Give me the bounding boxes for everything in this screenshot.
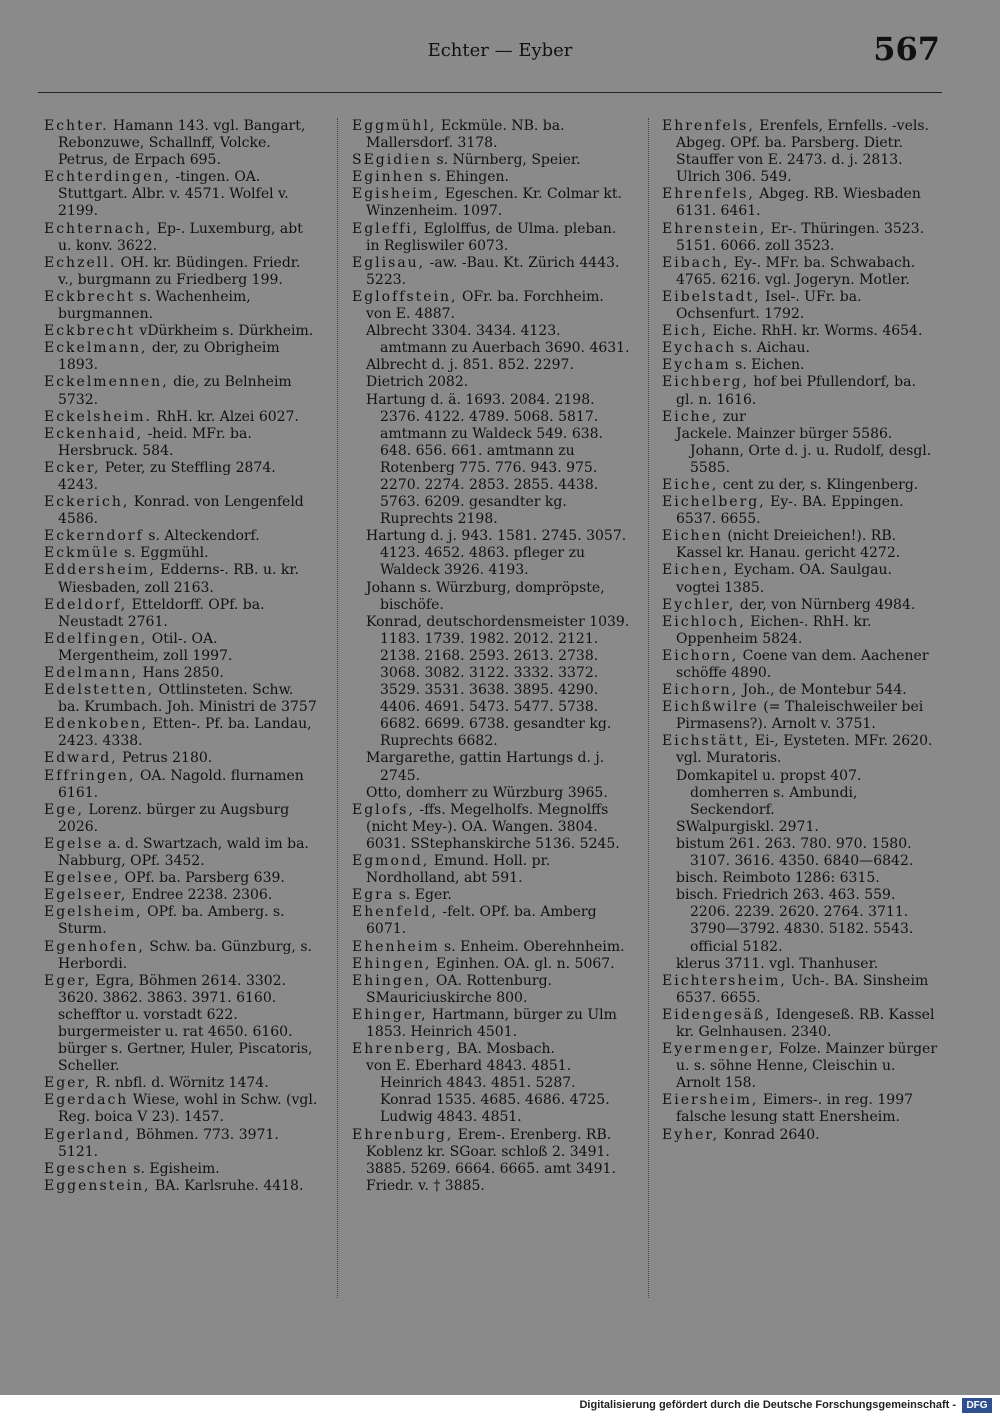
index-entry <box>352 289 630 306</box>
index-entry <box>352 973 630 1007</box>
index-entry <box>44 939 319 973</box>
entry-headword: Edenkoben, <box>44 716 149 733</box>
entry-headword: Eycham <box>662 357 731 374</box>
index-subentry: Domkapitel u. propst 407. domherren s. Ambundi, Seckendorf. <box>676 767 862 818</box>
index-entry <box>662 1127 938 1144</box>
entry-headword: Egra <box>352 887 395 904</box>
entry-text: s. Aichau. <box>740 340 810 357</box>
entry-headword: Eichorn, <box>662 647 739 664</box>
index-entry <box>352 956 630 973</box>
index-entry <box>44 716 319 750</box>
entry-headword: Eichen <box>662 528 723 545</box>
entry-headword: Egeschen <box>44 1160 129 1177</box>
entry-headword: Egenhofen, <box>44 938 145 955</box>
entry-text: s. Wachenheim, burgmannen. <box>58 288 251 323</box>
index-subentry: von E. Eberhard 4843. 4851. Heinrich 4843. 4851. 5287. Konrad 1535. 4685. 4686. 4725. Ludwig 4843. 4851. <box>366 1058 610 1126</box>
entry-text: (nicht Dreieichen!). RB. Kassel kr. Hanau. gericht 4272. <box>676 528 901 562</box>
index-subentry: Albrecht 3304. 3434. 4123. amtmann zu Auerbach 3690. 4631. <box>366 323 630 357</box>
entry-headword: Ehenfeld, <box>352 904 438 921</box>
column-separator <box>337 118 338 1298</box>
index-subentry: Hartung d. ä. 1693. 2084. 2198. 2376. 4122. 4789. 5068. 5817. amtmann zu Waldeck 549. 638. 648. 656. 661. amtmann zu Rotenberg 775. 776. 943. 975. 2270. 2274. 2853. 2855. 4438. 5763. 6209. gesandter kg. Ruprechts 2198. <box>366 391 604 528</box>
dfg-logo: DFG <box>962 1398 992 1413</box>
entry-headword: Eichberg, <box>662 374 749 391</box>
entry-text: Konrad. von Lengenfeld 4586. <box>58 494 304 528</box>
index-entry <box>44 169 319 220</box>
entry-headword: Eibelstadt, <box>662 288 761 305</box>
index-entry <box>352 904 630 938</box>
entry-text: Edderns-. RB. u. kr. Wiesbaden, zoll 2163. <box>58 562 299 596</box>
index-entry <box>352 118 630 152</box>
index-subentry: Konrad, deutschordensmeister 1039. 1183. 1739. 1982. 2012. 2121. 2138. 2168. 2593. 2613. 2738. 3068. 3082. 3122. 3332. 3372. 3529. 3531. 3638. 3895. 4290. 4406. 4691. 5473. 5477. 5738. 6682. 6699. 6738. gesandter kg. Ruprechts 6682. <box>366 613 630 750</box>
page-number: 567 <box>873 30 940 68</box>
entry-text: Eichen-. RhH. kr. Oppenheim 5824. <box>676 613 872 647</box>
entry-headword: Echzell. <box>44 254 117 271</box>
entry-headword: Eggenstein, <box>44 1177 151 1194</box>
index-entry <box>352 887 630 904</box>
entry-text: Abgeg. RB. Wiesbaden 6131. 6461. <box>676 186 921 220</box>
index-entry <box>44 494 319 528</box>
entry-text: Wiese, wohl in Schw. (vgl. Reg. boica V 23). 1457. <box>58 1092 318 1126</box>
entry-text: Emund. Holl. pr. Nordholland, abt 591. <box>366 853 551 887</box>
entry-headword: Eiersheim, <box>662 1092 759 1109</box>
index-subentry: klerus 3711. vgl. Thanhuser. <box>676 955 879 972</box>
index-entry <box>44 255 319 289</box>
entry-text: Egra, Böhmen 2614. 3302. 3620. 3862. 3863. 3971. 6160. schefftor u. vorstadt 622. burgermeister u. rat 4650. 6160. bürger s. Gertner, Huler, Piscatoris, Scheller. <box>58 972 313 1075</box>
index-entry <box>44 460 319 494</box>
entry-headword: Eckbrecht <box>44 323 135 340</box>
index-entry <box>662 699 938 733</box>
index-subentry: von E. 4887. <box>366 306 456 323</box>
index-entry <box>44 528 319 545</box>
entry-text: Hans 2850. <box>142 665 224 681</box>
entry-text: die, zu Belnheim 5732. <box>58 374 292 408</box>
entry-headword: Echter. <box>44 118 109 134</box>
entry-text: vDürkheim s. Dürkheim. <box>139 323 314 340</box>
index-entry <box>352 802 630 853</box>
entry-text: -ffs. Megelholfs. Megnolffs (nicht Mey-). OA. Wangen. 3804. 6031. SStephanskirche 5136. 5245. <box>366 801 620 852</box>
entry-text: Erenfels, Ernfells. -vels. Abgeg. OPf. ba. Parsberg. Dietr. Stauffer von E. 2473. d. j. 2813. Ulrich 306. 549. <box>676 118 929 186</box>
index-entry <box>352 169 630 186</box>
entry-text: Etten-. Pf. ba. Landau, 2423. 4338. <box>58 716 312 750</box>
index-entry <box>44 289 319 323</box>
footer-bar <box>0 1395 1000 1418</box>
index-subentry: Dietrich 2082. <box>366 374 469 391</box>
entry-headword: Eichtersheim, <box>662 972 787 989</box>
entry-text: Ottlinsteten. Schw. ba. Krumbach. Joh. Ministri de 3757 <box>58 682 317 716</box>
index-column-2 <box>352 118 630 1298</box>
index-entry <box>44 836 319 870</box>
entry-headword: Eich, <box>662 323 709 340</box>
entry-headword: Edward, <box>44 750 118 767</box>
index-entry <box>662 409 938 426</box>
index-entry <box>44 409 319 426</box>
index-entry <box>352 255 630 289</box>
index-entry <box>44 545 319 562</box>
entry-text: -aw. -Bau. Kt. Zürich 4443. 5223. <box>366 254 620 288</box>
entry-text: Folze. Mainzer bürger u. s. söhne Henne, Cleischin u. Arnolt 158. <box>676 1041 938 1092</box>
index-entry <box>352 939 630 956</box>
index-entry <box>44 631 319 665</box>
entry-text: RhH. kr. Alzei 6027. <box>156 408 299 425</box>
entry-text: hof bei Pfullendorf, ba. gl. n. 1616. <box>676 374 916 408</box>
index-entry <box>44 1075 319 1092</box>
index-entry <box>662 289 938 323</box>
entry-text: Erem-. Erenberg. RB. Koblenz kr. SGoar. schloß 2. 3491. 3885. 5269. 6664. 6665. amt 3491. Friedr. v. † 3885. <box>366 1126 616 1194</box>
entry-headword: Egelse <box>44 835 104 852</box>
entry-text: Idengeseß. RB. Kassel kr. Gelnhausen. 2340. <box>676 1006 935 1040</box>
entry-text: der, von Nürnberg 4984. <box>739 596 916 613</box>
header-rule <box>38 92 942 93</box>
entry-headword: Eichstätt, <box>662 733 751 750</box>
index-entry <box>352 1041 630 1058</box>
index-entry <box>44 118 319 152</box>
index-entry <box>662 255 938 289</box>
index-entry <box>44 665 319 682</box>
entry-headword: Edeldorf, <box>44 596 128 613</box>
index-subentry: Otto, domherr zu Würzburg 3965. <box>366 784 608 801</box>
entry-headword: Edelfingen, <box>44 630 148 647</box>
index-entry <box>662 973 938 1007</box>
entry-headword: Eckerich, <box>44 494 130 511</box>
entry-text: Etteldorff. OPf. ba. Neustadt 2761. <box>58 596 265 630</box>
entry-text: Ey-. BA. Eppingen. 6537. 6655. <box>676 494 904 528</box>
entry-headword: Egmond, <box>352 853 430 870</box>
entry-headword: Ehrenberg, <box>352 1041 453 1058</box>
index-entry <box>352 1007 630 1041</box>
index-entry <box>44 887 319 904</box>
entry-text: -heid. MFr. ba. Hersbruck. 584. <box>58 425 252 459</box>
entry-headword: Egerland, <box>44 1126 132 1143</box>
entry-headword: Eyher, <box>662 1126 720 1143</box>
entry-headword: Eichen, <box>662 562 730 579</box>
index-entry <box>662 221 938 255</box>
entry-text: Eckmüle. NB. ba. Mallersdorf. 3178. <box>366 118 565 152</box>
entry-headword: Eychach <box>662 340 737 357</box>
entry-text: -tingen. OA. Stuttgart. Albr. v. 4571. Wolfel v. 2199. <box>58 169 289 220</box>
entry-text: Eimers-. in reg. 1997 falsche lesung statt Enersheim. <box>676 1092 914 1126</box>
index-entry <box>662 1092 938 1126</box>
entry-headword: Ehrenfels, <box>662 118 755 134</box>
entry-headword: Eglisau, <box>352 254 426 271</box>
entry-text: OH. kr. Büdingen. Friedr. v., burgmann zu Friedberg 199. <box>58 254 301 288</box>
index-subentry: bisch. Friedrich 263. 463. 559. 2206. 2239. 2620. 2764. 3711. 3790—3792. 4830. 5182. 5543. official 5182. <box>676 887 914 955</box>
entry-headword: Ehingen, <box>352 972 432 989</box>
index-entry <box>44 426 319 460</box>
index-subentry: bistum 261. 263. 780. 970. 1580. 3107. 3616. 4350. 6840—6842. <box>676 835 914 870</box>
entry-text: R. nbfl. d. Wörnitz 1474. <box>95 1075 269 1092</box>
entry-text: Joh., de Montebur 544. <box>742 682 907 699</box>
index-entry <box>662 340 938 357</box>
entry-headword: Effringen, <box>44 767 136 784</box>
index-subentry: Hartung d. j. 943. 1581. 2745. 3057. 4123. 4652. 4863. pfleger zu Waldeck 3926. 4193. <box>366 528 627 579</box>
entry-text: zur <box>722 408 746 425</box>
entry-text: s. Nürnberg, Speier. <box>436 152 581 169</box>
index-entry <box>352 152 630 169</box>
entry-text: Ep-. Luxemburg, abt u. konv. 3622. <box>58 220 303 254</box>
entry-text: OPf. ba. Parsberg 639. <box>124 870 285 887</box>
entry-headword: Echternach, <box>44 220 153 237</box>
entry-text: Peter, zu Steffling 2874. 4243. <box>58 459 276 493</box>
index-subentry: Jackele. Mainzer bürger 5586. Johann, Orte d. j. u. Rudolf, desgl. 5585. <box>676 425 932 476</box>
index-entry <box>44 802 319 836</box>
entry-headword: Egerdach <box>44 1092 129 1109</box>
entry-text: Eycham. OA. Saulgau. vogtei 1385. <box>676 562 892 596</box>
index-entry <box>662 477 938 494</box>
entry-headword: Eiche, <box>662 408 719 425</box>
entry-headword: Eckenhaid, <box>44 425 144 442</box>
entry-text: a. d. Swartzach, wald im ba. Nabburg, OPf. 3452. <box>58 835 309 870</box>
index-entry <box>662 682 938 699</box>
entry-headword: Ehingen, <box>352 955 432 972</box>
entry-headword: Eckbrecht <box>44 288 135 305</box>
entry-text: Uch-. BA. Sinsheim 6537. 6655. <box>676 972 929 1006</box>
index-entry <box>662 118 938 186</box>
index-entry <box>662 357 938 374</box>
index-entry <box>352 853 630 887</box>
index-subentry: Margarethe, gattin Hartungs d. j. 2745. <box>366 750 605 784</box>
index-entry <box>44 750 319 767</box>
entry-headword: Edelmann, <box>44 665 139 681</box>
entry-text: Konrad 2640. <box>723 1126 820 1143</box>
index-entry <box>352 186 630 220</box>
index-entry <box>44 768 319 802</box>
entry-text: Eiche. RhH. kr. Worms. 4654. <box>712 323 923 340</box>
entry-headword: Egisheim, <box>352 186 441 203</box>
index-entry <box>44 323 319 340</box>
index-entry <box>662 1007 938 1041</box>
dfg-credit-text: Digitalisierung gefördert durch die Deutsche Forschungsgemeinschaft - <box>579 1399 956 1411</box>
entry-headword: Eychler, <box>662 596 736 613</box>
index-entry <box>44 1127 319 1161</box>
entry-headword: Eibach, <box>662 254 730 271</box>
entry-text: Egeschen. Kr. Colmar kt. Winzenheim. 1097. <box>366 186 622 220</box>
entry-headword: Egelsee, <box>44 870 121 887</box>
entry-headword: Eckelmann, <box>44 340 148 357</box>
entry-text: Otil-. OA. Mergentheim, zoll 1997. <box>58 630 233 664</box>
entry-headword: SEgidien <box>352 152 432 169</box>
entry-headword: Eddersheim, <box>44 562 156 579</box>
entry-text: s. Alteckendorf. <box>148 528 260 545</box>
entry-headword: Ehrenfels, <box>662 186 755 203</box>
entry-text: s. Ehingen. <box>429 169 509 186</box>
entry-headword: Eglofs, <box>352 801 415 818</box>
entry-text: Eginhen. OA. gl. n. 5067. <box>435 955 615 972</box>
index-entry <box>44 1161 319 1178</box>
entry-headword: Eckelsheim. <box>44 408 152 425</box>
entry-text: Hartmann, bürger zu Ulm 1853. Heinrich 4501. <box>366 1006 617 1040</box>
entry-headword: Eginhen <box>352 169 425 186</box>
index-subentry: bisch. Reimboto 1286: 6315. <box>676 870 880 887</box>
entry-headword: Eichorn, <box>662 682 739 699</box>
entry-text: s. Eichen. <box>735 357 805 374</box>
entry-text: Petrus 2180. <box>122 750 213 767</box>
entry-text: BA. Karlsruhe. 4418. <box>154 1177 304 1194</box>
entry-headword: Eyermenger, <box>662 1041 775 1058</box>
entry-text: Eglolffus, de Ulma. pleban. in Regliswiler 6073. <box>366 220 617 254</box>
index-subentry: SWalpurgiskl. 2971. <box>676 818 819 835</box>
entry-headword: Ehenheim <box>352 938 440 955</box>
entry-text: OA. Nagold. flurnamen 6161. <box>58 767 304 801</box>
entry-text: -felt. OPf. ba. Amberg 6071. <box>366 904 597 938</box>
index-entry <box>352 1127 630 1195</box>
entry-headword: Egloffstein, <box>352 288 458 305</box>
index-entry <box>662 494 938 528</box>
index-entry <box>44 904 319 938</box>
running-header: Echter — Eyber <box>427 40 573 61</box>
index-entry <box>662 1041 938 1092</box>
entry-headword: Egleffi, <box>352 220 420 237</box>
entry-headword: Edelstetten, <box>44 682 155 699</box>
index-entry <box>44 973 319 1076</box>
entry-headword: Eger, <box>44 972 92 989</box>
index-entry <box>662 733 938 767</box>
entry-headword: Eggmühl, <box>352 118 437 134</box>
index-entry <box>662 374 938 408</box>
index-entry <box>662 528 938 562</box>
entry-headword: Ecker, <box>44 459 101 476</box>
index-entry <box>44 1178 319 1195</box>
entry-text: der, zu Obrigheim 1893. <box>58 340 280 374</box>
column-separator <box>648 118 649 1298</box>
entry-headword: Eidengesäß, <box>662 1006 772 1023</box>
index-entry <box>44 374 319 408</box>
index-entry <box>44 562 319 596</box>
index-entry <box>662 648 938 682</box>
entry-text: Böhmen. 773. 3971. 5121. <box>58 1126 279 1160</box>
index-column-3 <box>662 118 938 1298</box>
entry-text: Isel-. UFr. ba. Ochsenfurt. 1792. <box>676 288 862 323</box>
index-entry <box>44 870 319 887</box>
index-entry <box>352 221 630 255</box>
index-entry <box>44 597 319 631</box>
index-entry <box>44 340 319 374</box>
index-entry <box>662 614 938 648</box>
entry-headword: Eichelberg, <box>662 494 766 511</box>
index-entry <box>662 562 938 596</box>
index-entry <box>662 597 938 614</box>
entry-text: Ei-, Eysteten. MFr. 2620. vgl. Muratoris. <box>676 733 933 767</box>
entry-headword: Eger, <box>44 1075 92 1092</box>
entry-headword: Egelsheim, <box>44 904 143 921</box>
index-entry <box>662 186 938 220</box>
entry-text: Coene van dem. Aachener schöffe 4890. <box>676 647 929 681</box>
index-entry <box>44 221 319 255</box>
entry-text: Er-. Thüringen. 3523. 5151. 6066. zoll 3523. <box>676 220 925 254</box>
entry-text: Lorenz. bürger zu Augsburg 2026. <box>58 801 290 835</box>
entry-headword: Echterdingen, <box>44 169 171 186</box>
entry-text: Hamann 143. vgl. Bangart, Rebonzuwe, Schallnff, Volcke. <box>58 118 306 152</box>
entry-headword: Ehrenburg, <box>352 1126 454 1143</box>
index-subentry: Albrecht d. j. 851. 852. 2297. <box>366 357 574 374</box>
entry-text: Endree 2238. 2306. <box>131 887 273 904</box>
index-entry <box>44 682 319 716</box>
entry-headword: Ehrenstein, <box>662 220 767 237</box>
index-entry <box>662 323 938 340</box>
entry-headword: Eichßwilre <box>662 699 759 716</box>
entry-text: OPf. ba. Amberg. s. Sturm. <box>58 904 285 938</box>
entry-headword: Egelseer, <box>44 887 128 904</box>
entry-headword: Eckerndorf <box>44 528 144 545</box>
entry-text: OFr. ba. Forchheim. <box>461 288 604 305</box>
entry-text: s. Enheim. Oberehnheim. <box>444 938 625 955</box>
entry-headword: Ege, <box>44 801 84 818</box>
entry-headword: Eichloch, <box>662 613 746 630</box>
entry-text: s. Egisheim. <box>133 1160 220 1177</box>
entry-headword: Eiche, <box>662 476 719 493</box>
entry-headword: Eckmüle <box>44 545 120 562</box>
entry-text: s. Eger. <box>398 887 452 904</box>
entry-text: Schw. ba. Günzburg, s. Herbordi. <box>58 938 312 972</box>
entry-text: (= Thaleischweiler bei Pirmasens?). Arnolt v. 3751. <box>676 699 924 733</box>
entry-text: cent zu der, s. Klingenberg. <box>722 476 919 493</box>
index-column-1 <box>44 118 319 1298</box>
index-subentry: Petrus, de Erpach 695. <box>58 152 221 169</box>
index-subentry: Johann s. Würzburg, dompröpste, bischöfe. <box>366 579 605 613</box>
entry-text: Ey-. MFr. ba. Schwabach. 4765. 6216. vgl. Jogeryn. Motler. <box>676 254 916 288</box>
entry-headword: Eckelmennen, <box>44 374 169 391</box>
index-entry <box>44 1092 319 1126</box>
entry-text: s. Eggmühl. <box>124 545 209 562</box>
entry-text: BA. Mosbach. <box>457 1041 555 1058</box>
entry-text: OA. Rottenburg. SMauriciuskirche 800. <box>366 972 553 1006</box>
entry-headword: Ehinger, <box>352 1006 428 1023</box>
